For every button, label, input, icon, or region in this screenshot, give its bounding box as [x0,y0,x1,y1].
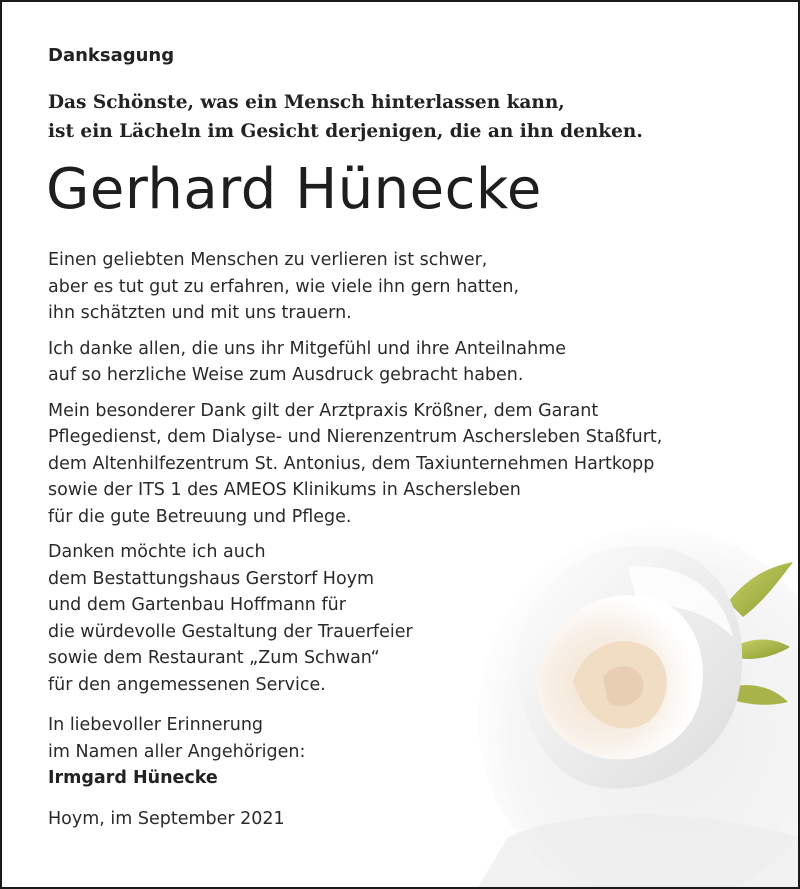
text-line: Einen geliebten Menschen zu verlieren ist schwer, [48,250,488,270]
paragraph [48,398,662,531]
text-line: Pflegedienst, dem Dialyse- und Nierenzentrum Aschersleben Staßfurt, [48,427,663,447]
text-line: Hoym, im September 2021 [48,808,285,829]
closing [48,712,662,792]
paragraph [48,247,662,327]
notice-body [48,247,662,841]
paragraph [48,539,662,698]
text-line: dem Bestattungshaus Gerstorf Hoym [48,568,375,589]
text-line: Mein besonderer Dank gilt der Arztpraxis Krößner, dem Garant [48,400,599,421]
paragraph [48,336,662,389]
text-line: für den angemessenen Service. [48,674,326,695]
text-line: und dem Gartenbau Hoffmann für [48,595,346,615]
quote-line: ist ein Lächeln im Gesicht derjenigen, die an ihn denken. [48,121,643,142]
text-line: die würdevolle Gestaltung der Trauerfeier [48,621,413,642]
text-line: In liebevoller Erinnerung [48,715,264,735]
text-line: Danken möchte ich auch [48,542,266,562]
notice-heading: Danksagung [48,45,175,66]
place-date [48,806,662,833]
text-line: für die gute Betreuung und Pflege. [48,506,352,527]
text-line: ihn schätzten und mit uns trauern. [48,303,352,323]
deceased-name: Gerhard Hünecke [46,157,542,222]
quote-line: Das Schönste, was ein Mensch hinterlassen kann, [48,92,565,113]
text-line: sowie der ITS 1 des AMEOS Klinikums in Aschersleben [48,480,521,500]
text-line: aber es tut gut zu erfahren, wie viele ihn gern hatten, [48,276,520,297]
text-line: auf so herzliche Weise zum Ausdruck gebracht haben. [48,365,524,385]
text-line: im Namen aller Angehörigen: [48,741,306,762]
text-line: Ich danke allen, die uns ihr Mitgefühl und ihre Anteilnahme [48,338,567,359]
quote [48,88,643,146]
signature: Irmgard Hünecke [48,768,218,788]
text-line: sowie dem Restaurant „Zum Schwan“ [48,648,380,668]
text-line: dem Altenhilfezentrum St. Antonius, dem Taxiunternehmen Hartkopp [48,453,655,474]
